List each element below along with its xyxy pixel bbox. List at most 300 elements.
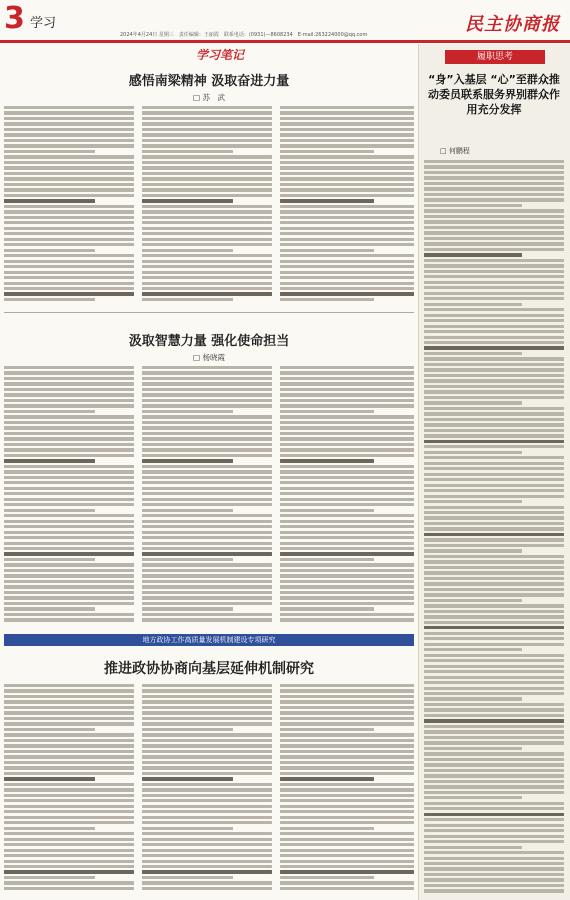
body-text-line <box>424 527 564 530</box>
divider-1 <box>4 312 414 313</box>
body-text-line <box>142 739 272 742</box>
body-text-line <box>142 194 272 197</box>
body-text-line <box>424 708 564 711</box>
body-text-line <box>4 487 134 490</box>
body-text-line <box>424 390 564 393</box>
body-text-line <box>280 426 414 429</box>
body-text-line <box>424 259 564 262</box>
body-text-line <box>4 498 134 501</box>
body-text-line <box>142 144 272 147</box>
body-text-line <box>424 226 564 229</box>
body-text-line <box>4 465 134 468</box>
body-text-line <box>4 194 134 197</box>
body-text-line <box>4 382 134 385</box>
body-text-line <box>280 821 414 824</box>
sidebar-article-author: □ 何鹏程 <box>440 147 470 155</box>
body-text-line <box>4 783 134 786</box>
body-text-line <box>424 396 564 399</box>
body-text-line <box>4 155 134 158</box>
body-text-line <box>142 563 272 566</box>
body-text-line <box>424 873 564 876</box>
body-text-line <box>142 476 272 479</box>
body-text-line <box>142 761 272 764</box>
body-text-line <box>4 799 134 802</box>
body-text-line <box>142 377 272 380</box>
body-text-line <box>4 887 134 890</box>
body-text-line <box>4 755 134 758</box>
body-text-line <box>280 194 414 197</box>
body-text-line <box>424 478 564 481</box>
body-text-line <box>280 816 414 819</box>
body-text-line <box>424 604 564 607</box>
body-text-line <box>424 643 564 646</box>
body-text-line <box>280 783 414 786</box>
body-text-line <box>142 287 272 290</box>
body-text-line <box>280 448 414 451</box>
body-text-line <box>4 805 134 808</box>
body-text-line <box>4 870 134 873</box>
body-text-line <box>142 265 272 268</box>
body-text-line <box>424 401 522 404</box>
body-text-line <box>280 838 414 841</box>
body-text-line <box>142 172 272 175</box>
body-text-line <box>424 544 564 547</box>
body-text-line <box>142 585 272 588</box>
body-text-line <box>424 549 522 552</box>
body-text-line <box>280 585 414 588</box>
body-text-line <box>4 271 134 274</box>
body-text-line <box>142 733 272 736</box>
body-text-line <box>142 498 272 501</box>
body-text-line <box>4 161 134 164</box>
body-text-line <box>424 418 564 421</box>
body-text-line <box>142 177 272 180</box>
body-text-line <box>142 454 272 457</box>
body-text-line <box>280 591 414 594</box>
body-text-line <box>280 254 414 257</box>
body-text-line <box>424 747 522 750</box>
body-text-line <box>142 271 272 274</box>
body-text-line <box>424 511 564 514</box>
body-text-line <box>424 451 522 454</box>
body-text-line <box>424 670 564 673</box>
body-text-line <box>280 739 414 742</box>
body-text-line <box>4 432 134 435</box>
body-text-line <box>280 161 414 164</box>
body-text-line <box>280 563 414 566</box>
body-text-line <box>424 802 564 805</box>
body-text-line <box>4 371 134 374</box>
body-text-line <box>424 835 564 838</box>
body-text-line <box>280 128 414 131</box>
body-text-line <box>4 437 134 440</box>
body-text-line <box>280 733 414 736</box>
body-text-line <box>424 752 564 755</box>
body-text-line <box>4 454 134 457</box>
body-text-line <box>4 503 134 506</box>
body-text-line <box>424 862 564 865</box>
body-text-line <box>4 717 134 720</box>
body-text-line <box>4 177 134 180</box>
article-2-col-3 <box>280 366 414 628</box>
body-text-line <box>280 700 414 703</box>
body-text-line <box>424 456 564 459</box>
body-text-line <box>142 503 272 506</box>
body-text-line <box>142 216 272 219</box>
body-text-line <box>4 393 134 396</box>
body-text-line <box>424 253 522 256</box>
body-text-line <box>142 481 272 484</box>
article-2-col-1 <box>4 366 134 628</box>
body-text-line <box>4 150 95 153</box>
masthead <box>0 0 570 44</box>
body-text-line <box>142 260 272 263</box>
body-text-line <box>142 106 272 109</box>
body-text-line <box>424 736 564 739</box>
body-text-line <box>424 500 522 503</box>
body-text-line <box>424 336 564 339</box>
body-text-line <box>142 722 272 725</box>
body-text-line <box>280 271 414 274</box>
body-text-line <box>142 717 272 720</box>
body-text-line <box>424 829 564 832</box>
body-text-line <box>424 813 564 816</box>
body-text-line <box>4 563 134 566</box>
body-text-line <box>4 183 134 186</box>
body-text-line <box>4 766 134 769</box>
column-label: 学习笔记 <box>196 48 245 62</box>
body-text-line <box>4 706 134 709</box>
body-text-line <box>424 374 564 377</box>
body-text-line <box>280 887 414 890</box>
body-text-line <box>280 437 414 440</box>
body-text-line <box>142 199 233 202</box>
body-text-line <box>4 569 134 572</box>
body-text-line <box>280 298 374 301</box>
body-text-line <box>4 426 134 429</box>
body-text-line <box>424 621 564 624</box>
body-text-line <box>4 816 134 819</box>
body-text-line <box>280 166 414 169</box>
body-text-line <box>142 254 272 257</box>
body-text-line <box>280 205 414 208</box>
body-text-line <box>142 183 272 186</box>
body-text-line <box>424 429 564 432</box>
body-text-line <box>424 182 564 185</box>
body-text-line <box>4 265 134 268</box>
body-text-line <box>142 788 272 791</box>
body-text-line <box>142 744 272 747</box>
body-text-line <box>280 371 414 374</box>
body-text-line <box>424 325 564 328</box>
body-text-line <box>142 298 233 301</box>
body-text-line <box>4 421 134 424</box>
body-text-line <box>424 264 564 267</box>
body-text-line <box>4 260 134 263</box>
article-3-col-1 <box>4 684 134 896</box>
body-text-line <box>4 700 134 703</box>
body-text-line <box>424 730 564 733</box>
body-text-line <box>4 243 134 246</box>
body-text-line <box>142 404 272 407</box>
body-text-line <box>280 287 414 290</box>
body-text-line <box>142 849 272 852</box>
body-text-line <box>280 172 414 175</box>
body-text-line <box>424 846 522 849</box>
body-text-line <box>280 122 414 125</box>
body-text-line <box>424 774 564 777</box>
body-text-line <box>142 794 272 797</box>
body-text-line <box>424 785 564 788</box>
body-text-line <box>4 843 134 846</box>
body-text-line <box>4 794 134 797</box>
body-text-line <box>280 788 414 791</box>
body-text-line <box>4 854 134 857</box>
body-text-line <box>280 260 414 263</box>
body-text-line <box>142 487 272 490</box>
page-number: 3 <box>4 1 25 36</box>
body-text-line <box>424 314 564 317</box>
topic-banner: 地方政协工作高质量发展机制建设专项研究 <box>4 634 414 646</box>
body-text-line <box>142 542 272 545</box>
body-text-line <box>424 489 564 492</box>
body-text-line <box>280 415 414 418</box>
body-text-line <box>4 536 134 539</box>
body-text-line <box>280 243 414 246</box>
body-text-line <box>142 547 272 550</box>
body-text-line <box>280 221 414 224</box>
body-text-line <box>424 495 564 498</box>
body-text-line <box>424 582 564 585</box>
body-text-line <box>280 536 414 539</box>
body-text-line <box>424 440 564 443</box>
body-text-line <box>280 421 414 424</box>
body-text-line <box>424 692 564 695</box>
body-text-line <box>142 552 272 555</box>
body-text-line <box>424 588 564 591</box>
body-text-line <box>424 566 564 569</box>
body-text-line <box>142 366 272 369</box>
body-text-line <box>424 242 564 245</box>
body-text-line <box>280 558 374 561</box>
body-text-line <box>4 249 95 252</box>
body-text-line <box>424 445 564 448</box>
body-text-line <box>4 849 134 852</box>
body-text-line <box>424 687 564 690</box>
body-text-line <box>142 205 272 208</box>
body-text-line <box>4 481 134 484</box>
body-text-line <box>280 227 414 230</box>
body-text-line <box>424 292 564 295</box>
body-text-line <box>4 410 95 413</box>
body-text-line <box>424 204 522 207</box>
body-text-line <box>424 209 564 212</box>
body-text-line <box>4 106 134 109</box>
body-text-line <box>4 399 134 402</box>
body-text-line <box>280 498 414 501</box>
body-text-line <box>424 780 564 783</box>
body-text-line <box>142 843 272 846</box>
body-text-line <box>424 571 564 574</box>
body-text-line <box>424 297 564 300</box>
body-text-line <box>280 155 414 158</box>
body-text-line <box>424 610 564 613</box>
body-text-line <box>280 755 414 758</box>
body-text-line <box>424 368 564 371</box>
body-text-line <box>4 128 134 131</box>
article-3-title: 推进政协协商向基层延伸机制研究 <box>104 661 314 677</box>
body-text-line <box>142 876 233 879</box>
body-text-line <box>424 516 564 519</box>
body-text-line <box>142 410 233 413</box>
body-text-line <box>280 144 414 147</box>
body-text-line <box>280 613 414 616</box>
body-text-line <box>142 150 233 153</box>
body-text-line <box>280 470 414 473</box>
body-text-line <box>280 276 414 279</box>
body-text-line <box>424 308 564 311</box>
body-text-line <box>4 139 134 142</box>
body-text-line <box>4 415 134 418</box>
body-text-line <box>4 881 134 884</box>
body-text-line <box>424 654 564 657</box>
body-text-line <box>4 166 134 169</box>
body-text-line <box>280 722 414 725</box>
body-text-line <box>4 232 134 235</box>
body-text-line <box>424 681 564 684</box>
body-text-line <box>424 506 564 509</box>
body-text-line <box>280 843 414 846</box>
body-text-line <box>280 465 414 468</box>
body-text-line <box>280 849 414 852</box>
body-text-line <box>280 111 414 114</box>
body-text-line <box>280 717 414 720</box>
article-2-author: □ 杨晓霞 <box>193 353 225 362</box>
body-text-line <box>4 388 134 391</box>
body-text-line <box>424 407 564 410</box>
newspaper-logo: 民主协商报 <box>465 14 560 35</box>
sidebar-article-title: “身”入基层 “心”至群众推动委员联系服务界别群众作用充分发挥 <box>428 73 560 116</box>
body-text-line <box>4 838 134 841</box>
body-text-line <box>4 777 95 780</box>
body-text-line <box>142 448 272 451</box>
body-text-line <box>280 503 414 506</box>
body-text-line <box>142 728 233 731</box>
body-text-line <box>142 887 272 890</box>
body-text-line <box>424 648 522 651</box>
body-text-line <box>4 542 134 545</box>
body-text-line <box>280 366 414 369</box>
body-text-line <box>4 618 134 621</box>
body-text-line <box>142 700 272 703</box>
body-text-line <box>424 824 564 827</box>
body-text-line <box>424 632 564 635</box>
body-text-line <box>142 591 272 594</box>
body-text-line <box>4 580 134 583</box>
body-text-line <box>280 443 414 446</box>
body-text-line <box>142 810 272 813</box>
body-text-line <box>424 187 564 190</box>
body-text-line <box>424 851 564 854</box>
body-text-line <box>280 618 414 621</box>
body-text-line <box>142 816 272 819</box>
body-text-line <box>280 238 414 241</box>
body-text-line <box>424 160 564 163</box>
body-text-line <box>142 805 272 808</box>
body-text-line <box>424 758 564 761</box>
body-text-line <box>280 827 374 830</box>
body-text-line <box>4 238 134 241</box>
body-text-line <box>424 626 564 629</box>
body-text-line <box>280 695 414 698</box>
body-text-line <box>4 876 95 879</box>
body-text-line <box>4 404 134 407</box>
body-text-line <box>280 410 374 413</box>
body-text-line <box>424 763 564 766</box>
body-text-line <box>142 766 272 769</box>
body-text-line <box>280 382 414 385</box>
body-text-line <box>142 838 272 841</box>
body-text-line <box>280 711 414 714</box>
body-text-line <box>142 382 272 385</box>
body-text-line <box>4 591 134 594</box>
body-text-line <box>280 805 414 808</box>
body-text-line <box>424 615 564 618</box>
body-text-line <box>280 574 414 577</box>
body-text-line <box>424 889 564 892</box>
body-text-line <box>424 237 564 240</box>
body-text-line <box>142 282 272 285</box>
body-text-line <box>142 865 272 868</box>
body-text-line <box>424 363 564 366</box>
body-text-line <box>142 470 272 473</box>
body-text-line <box>280 388 414 391</box>
body-text-line <box>4 377 134 380</box>
body-text-line <box>424 286 564 289</box>
body-text-line <box>424 270 564 273</box>
body-text-line <box>4 574 134 577</box>
body-text-line <box>142 860 272 863</box>
body-text-line <box>142 371 272 374</box>
body-text-line <box>424 599 522 602</box>
body-text-line <box>424 796 522 799</box>
body-text-line <box>424 791 564 794</box>
body-text-line <box>4 722 134 725</box>
body-text-line <box>4 596 134 599</box>
body-text-line <box>280 459 374 462</box>
body-text-line <box>280 399 414 402</box>
body-text-line <box>4 199 95 202</box>
body-text-line <box>424 357 564 360</box>
body-text-line <box>424 484 564 487</box>
body-text-line <box>424 703 564 706</box>
body-text-line <box>142 437 272 440</box>
body-text-line <box>424 522 564 525</box>
body-text-line <box>142 426 272 429</box>
body-text-line <box>280 706 414 709</box>
body-text-line <box>4 810 134 813</box>
body-text-line <box>280 188 414 191</box>
body-text-line <box>280 481 414 484</box>
body-text-line <box>280 282 414 285</box>
body-text-line <box>4 761 134 764</box>
body-text-line <box>4 772 134 775</box>
body-text-line <box>142 881 272 884</box>
sidebar-article-body <box>424 160 564 896</box>
article-2-title: 汲取智慧力量 强化使命担当 <box>128 334 290 349</box>
body-text-line <box>280 487 414 490</box>
body-text-line <box>4 509 95 512</box>
